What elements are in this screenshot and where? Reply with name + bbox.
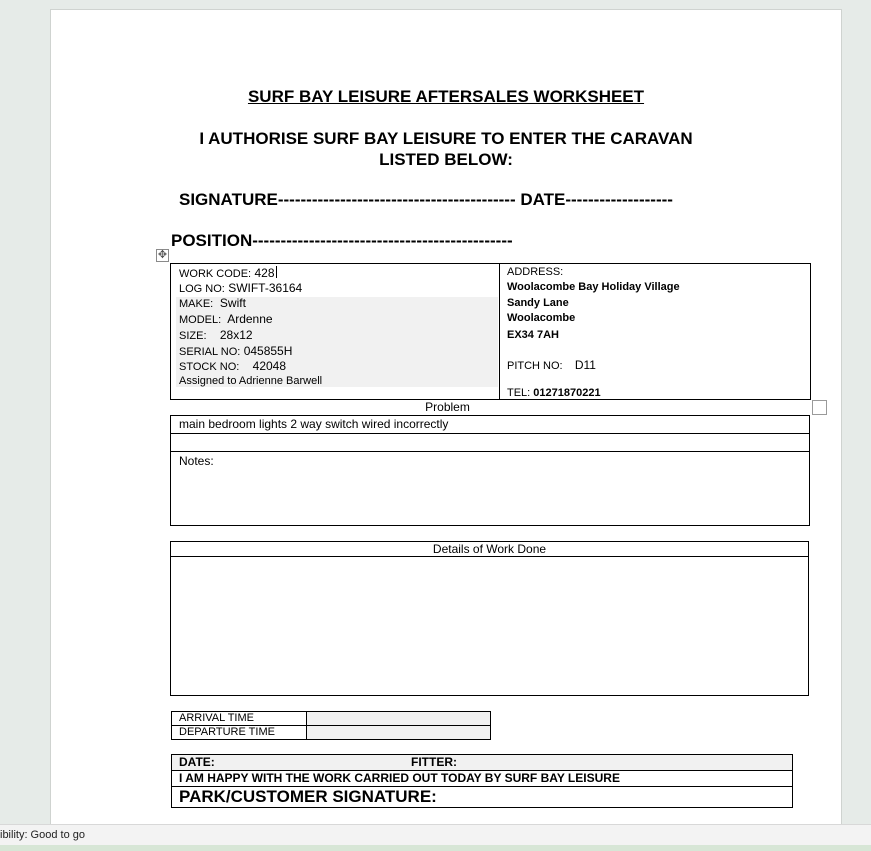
window-bottom-edge — [0, 845, 871, 851]
serial-row — [179, 344, 292, 358]
pitch-row — [507, 358, 596, 372]
address-label: ADDRESS: — [507, 266, 564, 278]
stock-value: 42048 — [252, 359, 287, 373]
stock-label: STOCK NO: — [179, 361, 240, 373]
work-code-label: WORK CODE: — [179, 268, 252, 280]
signoff-date-label: DATE: — [179, 755, 215, 769]
signoff-table — [171, 754, 793, 808]
work-done-table — [170, 541, 809, 696]
model-label: MODEL: — [179, 314, 222, 326]
make-row — [179, 296, 246, 310]
arrival-time-label: ARRIVAL TIME — [179, 712, 254, 724]
problem-table — [170, 415, 810, 526]
authorisation-line-1: I AUTHORISE SURF BAY LEISURE TO ENTER THE CARAVAN — [199, 129, 693, 148]
caravan-details-cell[interactable] — [171, 264, 500, 399]
notes-cell[interactable] — [171, 452, 809, 525]
address-line-2: Sandy Lane — [507, 297, 569, 309]
arrival-row — [172, 712, 490, 726]
worksheet-title: SURF BAY LEISURE AFTERSALES WORKSHEET — [247, 87, 645, 106]
assigned-to: Assigned to Adrienne Barwell — [179, 375, 323, 387]
problem-blank-cell[interactable] — [171, 434, 809, 452]
problem-heading: Problem — [425, 400, 470, 414]
departure-row — [172, 726, 490, 740]
work-done-heading: Details of Work Done — [171, 542, 808, 557]
work-code-value: 428 — [254, 266, 275, 280]
tel-value: 01271870221 — [533, 387, 601, 399]
problem-description-cell[interactable] — [171, 416, 809, 434]
resize-handle[interactable] — [812, 400, 827, 415]
work-done-cell[interactable] — [171, 557, 808, 695]
departure-time-field[interactable] — [306, 726, 490, 739]
position-line: POSITION---------------------------------------------- — [171, 231, 513, 250]
departure-time-label: DEPARTURE TIME — [179, 726, 275, 738]
satisfaction-statement: I AM HAPPY WITH THE WORK CARRIED OUT TODAY BY SURF BAY LEISURE — [172, 771, 792, 787]
authorisation-line-2: LISTED BELOW: — [379, 150, 513, 169]
address-postcode: EX34 7AH — [507, 329, 559, 341]
serial-value: 045855H — [243, 344, 293, 358]
log-no-label: LOG NO: — [179, 283, 225, 295]
text-cursor — [276, 266, 277, 278]
make-value: Swift — [219, 296, 246, 310]
caravan-info-table — [170, 263, 811, 400]
arrival-time-field[interactable] — [306, 712, 490, 725]
table-move-handle-icon[interactable]: ✥ — [157, 249, 168, 261]
problem-description: main bedroom lights 2 way switch wired incorrectly — [179, 417, 449, 431]
size-value: 28x12 — [219, 328, 253, 342]
authorisation-text — [51, 128, 841, 170]
size-label: SIZE: — [179, 330, 207, 342]
pitch-label: PITCH NO: — [507, 360, 563, 372]
fitter-label: FITTER: — [411, 755, 457, 769]
document-page — [50, 9, 842, 839]
address-line-1: Woolacombe Bay Holiday Village — [507, 281, 680, 293]
serial-label: SERIAL NO: — [179, 346, 241, 358]
model-value: Ardenne — [227, 312, 273, 326]
tel-row — [507, 387, 601, 399]
accessibility-status[interactable]: ibility: Good to go — [0, 829, 85, 841]
caravan-details-shading — [176, 297, 498, 387]
notes-label: Notes: — [179, 454, 214, 468]
log-no-value: SWIFT-36164 — [228, 281, 303, 295]
tel-label: TEL: — [507, 387, 531, 399]
work-code-row — [179, 266, 277, 280]
size-row — [179, 328, 253, 342]
log-no-row — [179, 281, 302, 295]
time-table — [171, 711, 491, 740]
date-fitter-row[interactable] — [172, 755, 792, 771]
stock-row — [179, 359, 286, 373]
make-label: MAKE: — [179, 298, 214, 310]
address-line-3: Woolacombe — [507, 312, 576, 324]
status-bar — [0, 824, 871, 846]
model-row — [179, 312, 273, 326]
pitch-value: D11 — [574, 358, 596, 372]
signature-date-line: SIGNATURE------------------------------------------ DATE------------------- — [179, 190, 673, 209]
customer-signature-label[interactable]: PARK/CUSTOMER SIGNATURE: — [179, 787, 437, 806]
